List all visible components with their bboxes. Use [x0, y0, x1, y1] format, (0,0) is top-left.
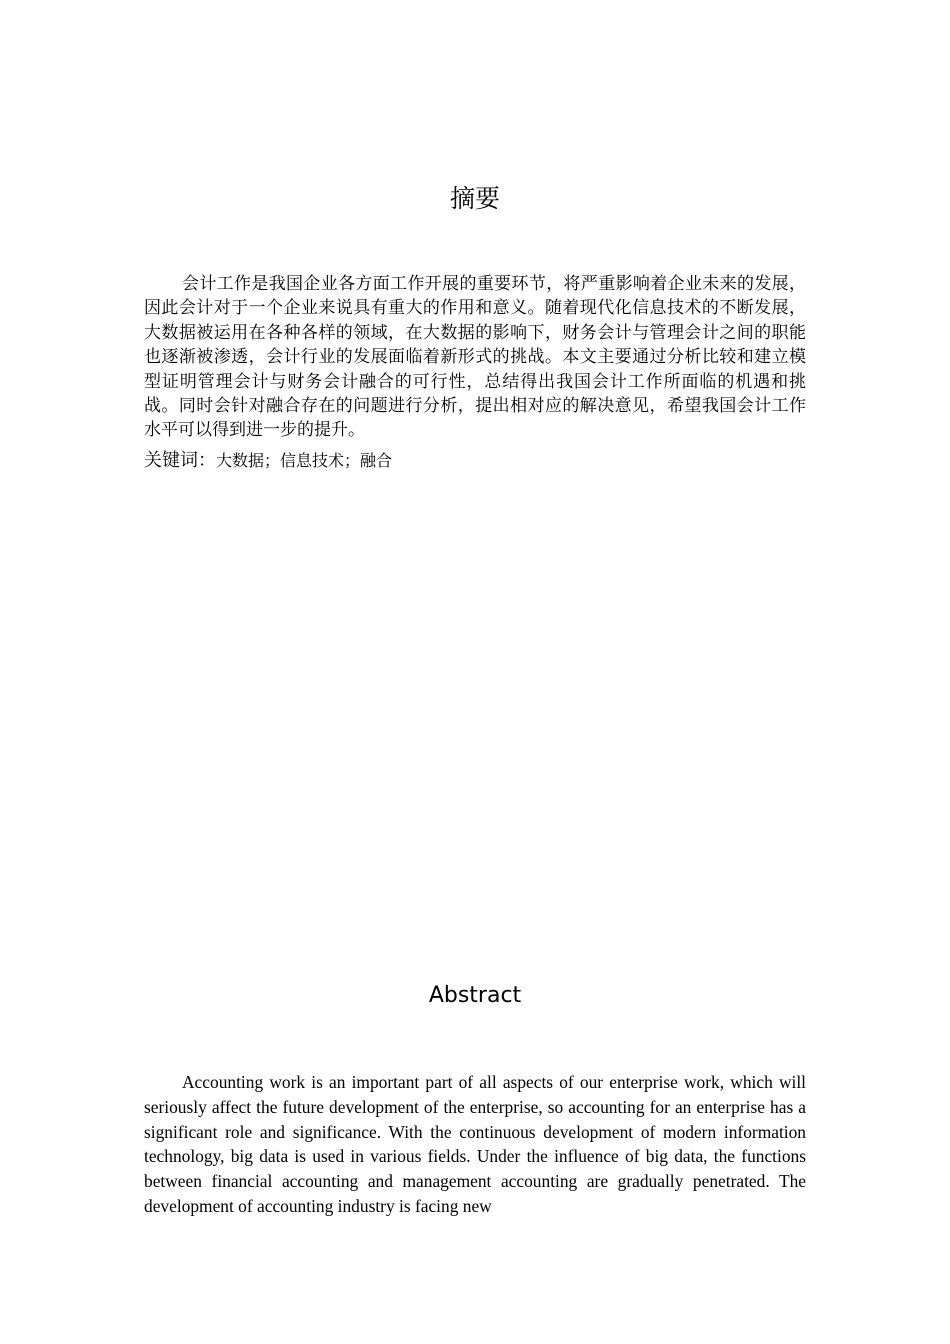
keywords-label: 关键词： — [144, 450, 216, 471]
english-abstract-body: Accounting work is an important part of all aspects of our enterprise work, which will seriously affect the future development of the enterprise, so accounting for an enterprise has a significant role and significance. With the continuous development of modern information technology, big data is used in various fields. Under the influence of big data, the functions between financial accounting and management accounting are gradually penetrated. The development of accounting industry is facing new — [144, 1072, 806, 1216]
chinese-abstract-body: 会计工作是我国企业各方面工作开展的重要环节，将严重影响着企业未来的发展，因此会计对于一个企业来说具有重大的作用和意义。随着现代化信息技术的不断发展，大数据被运用在各种各样的领域，在大数据的影响下，财务会计与管理会计之间的职能也逐渐被渗透，会计行业的发展面临着新形式的挑战。本文主要通过分析比较和建立模型证明管理会计与财务会计融合的可行性，总结得出我国会计工作所面临的机遇和挑战。同时会针对融合存在的问题进行分析，提出相对应的解决意见，希望我国会计工作水平可以得到进一步的提升。 — [144, 274, 806, 441]
chinese-abstract-title: 摘要 — [449, 184, 500, 213]
chinese-keywords — [144, 448, 806, 474]
keywords-values: 大数据；信息技术；融合 — [216, 451, 393, 470]
english-abstract-title: Abstract — [428, 983, 522, 1008]
